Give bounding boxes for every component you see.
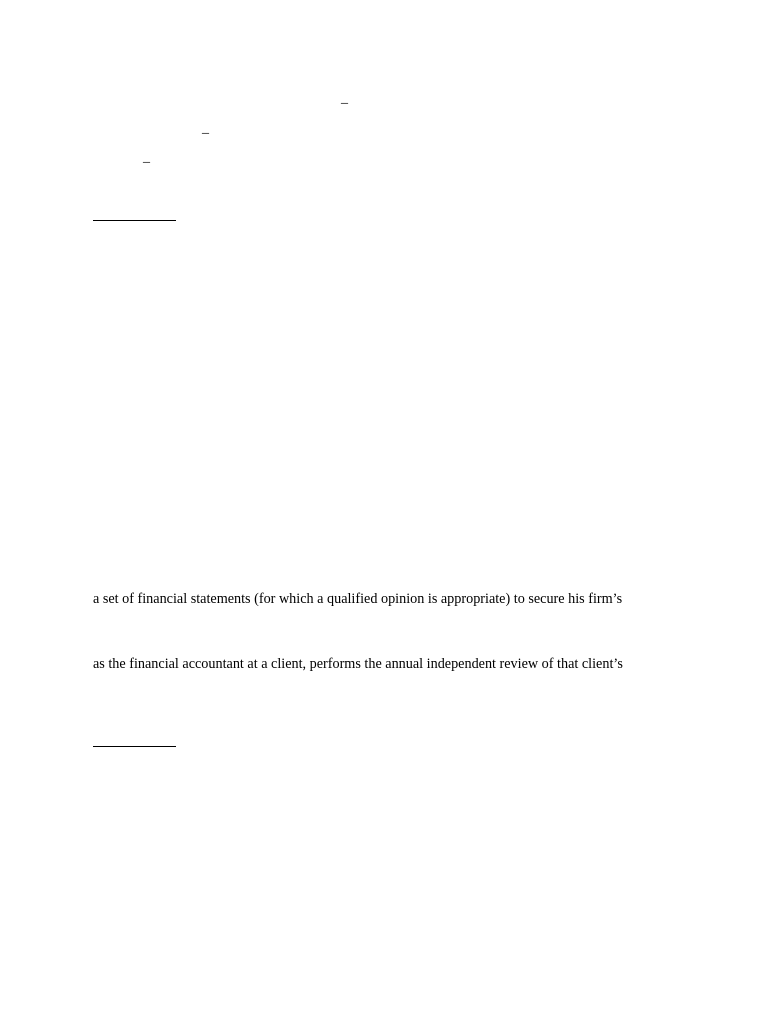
- section-rule: [93, 746, 176, 747]
- underscore-mark: _: [143, 150, 150, 165]
- body-text-line: as the financial accountant at a client, performs the annual independent review of that client’s: [93, 656, 623, 672]
- underscore-mark: _: [202, 121, 209, 136]
- underscore-mark: _: [341, 91, 348, 106]
- body-text-line: a set of financial statements (for which a qualified opinion is appropriate) to secure his firm’s: [93, 591, 623, 607]
- section-rule: [93, 220, 176, 221]
